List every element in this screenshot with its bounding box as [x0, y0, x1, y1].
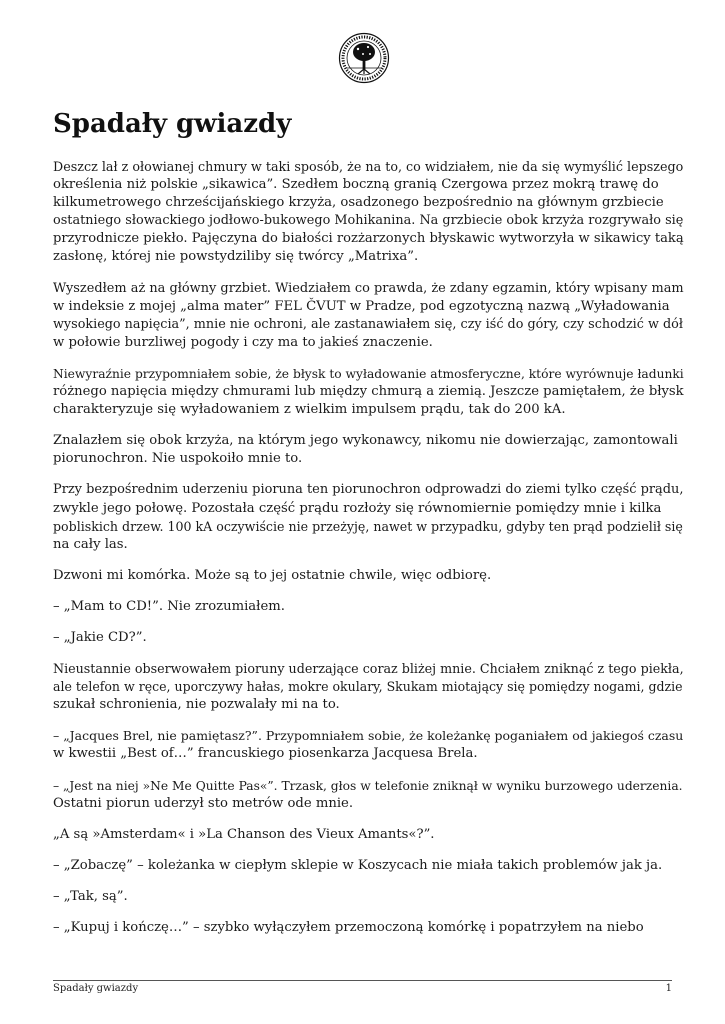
- text-line: zasłonę, której nie powstydziliby się twórcy „Matrixa”.: [53, 249, 419, 265]
- text-line: w indeksie z mojej „alma mater” FEL ČVUT w Pradze, pod egzotyczną nazwą „Wyładowania: [53, 298, 670, 314]
- text-line: Przy bezpośrednim uderzeniu pioruna ten piorunochron odprowadzi do ziemi tylko część prądu,: [53, 482, 684, 498]
- text-line: ale telefon w ręce, uporczywy hałas, mokre okulary, Skukam miotający się pomiędzy nogami, gdzie: [53, 679, 683, 695]
- text-line: Niewyraźnie przypomniałem sobie, że błysk to wyładowanie atmosferyczne, które wyrównuje ładunki: [53, 366, 684, 381]
- text-line: zwykle jego połowę. Pozostała część prądu rozłoży się równomiernie pomiędzy mnie i kilka: [53, 500, 662, 516]
- text-line: – „Zobaczę” – koleżanka w ciepłym sklepie w Koszycach nie miała takich problemów jak ja.: [53, 857, 663, 873]
- text-line: przyrodnicze piekło. Pajęczyna do białości rozżarzonych błyskawic wytworzyła w sikawicy taką: [53, 231, 684, 247]
- text-line: szukał schronienia, nie pozwalały mi na to.: [53, 697, 340, 713]
- paragraph: [53, 598, 683, 616]
- paragraph: [53, 365, 683, 419]
- text-line: „A są »Amsterdam« i »La Chanson des Vieux Amants«?”.: [53, 826, 435, 842]
- paragraph: [53, 660, 683, 714]
- page-number: 1: [665, 983, 672, 994]
- footer-title: Spadały gwiazdy: [53, 983, 139, 994]
- text-line: określenia niż polskie „sikawica”. Szedłem boczną granią Czergowa przez mokrą trawę do: [53, 177, 659, 193]
- text-line: charakteryzuje się wyładowaniem z wielkim impulsem prądu, tak do 200 kA.: [53, 402, 566, 418]
- paragraph: [53, 857, 683, 875]
- text-line: pobliskich drzew. 100 kA oczywiście nie przeżyję, nawet w przypadku, gdyby ten prąd podzielił się: [53, 518, 683, 534]
- text-line: wysokiego napięcia”, mnie nie ochroni, ale zastanawiałem się, czy iść do góry, czy schodzić w dół: [53, 316, 683, 332]
- text-line: Ostatni piorun uderzył sto metrów ode mnie.: [53, 795, 354, 811]
- text-line: piorunochron. Nie uspokoiło mnie to.: [53, 451, 303, 467]
- paragraph: [53, 158, 683, 267]
- text-line: Dzwoni mi komórka. Może są to jej ostatnie chwile, więc odbiorę.: [53, 567, 492, 583]
- paragraph: [53, 629, 683, 647]
- paragraph: [53, 777, 683, 813]
- paragraph: [53, 567, 683, 585]
- text-line: Znalazłem się obok krzyża, na którym jego wykonawcy, nikomu nie dowierzając, zamontowali: [53, 433, 678, 449]
- text-line: kilkumetrowego chrześcijańskiego krzyża, osadzonego bezpośrednio na głównym grzbiecie: [53, 195, 664, 211]
- text-line: Wyszedłem aż na główny grzbiet. Wiedziałem co prawda, że zdany egzamin, który wpisany mam: [53, 280, 684, 296]
- paragraph: [53, 432, 683, 468]
- text-line: – „Jest na niej »Ne Me Quitte Pas«”. Trzask, głos w telefonie zniknął w wyniku burzowego uderzenia.: [53, 778, 683, 793]
- text-line: – „Jacques Brel, nie pamiętasz?”. Przypomniałem sobie, że koleżankę poganiałem od jakiegoś czasu: [53, 728, 684, 744]
- paragraph: [53, 727, 683, 763]
- text-line: Deszcz lał z ołowianej chmury w taki sposób, że na to, co widziałem, nie da się wymyślić lepszego: [53, 159, 684, 174]
- text-line: – „Jakie CD?”.: [53, 629, 147, 645]
- text-line: w połowie burzliwej pogody i czy ma to jakieś znaczenie.: [53, 334, 433, 350]
- text-line: na cały las.: [53, 536, 128, 552]
- text-line: – „Kupuj i kończę…” – szybko wyłączyłem przemoczoną komórkę i popatrzyłem na niebo: [53, 920, 644, 935]
- text-line: Nieustannie obserwowałem pioruny uderzające coraz bliżej mnie. Chciałem zniknąć z tego piekła,: [53, 661, 684, 677]
- paragraph: [53, 280, 683, 352]
- paragraph: [53, 826, 683, 844]
- paragraph: [53, 888, 683, 906]
- text-line: różnego napięcia między chmurami lub między chmurą a ziemią. Jeszcze pamiętałem, że błysk: [53, 384, 684, 400]
- paragraph: [53, 919, 683, 937]
- text-line: – „Tak, są”.: [53, 888, 128, 904]
- document-title: Spadały gwiazdy: [53, 109, 292, 139]
- article-body: [53, 158, 683, 950]
- paragraph: [53, 481, 683, 553]
- text-line: – „Mam to CD!”. Nie zrozumiałem.: [53, 598, 285, 614]
- text-line: ostatniego słowackiego jodłowo-bukowego Mohikanina. Na grzbiecie obok krzyża rozgrywało się: [53, 213, 684, 229]
- footer-divider: [53, 980, 672, 981]
- text-line: w kwestii „Best of…” francuskiego piosenkarza Jacquesa Brela.: [53, 746, 478, 762]
- tree-seal-logo: [338, 32, 390, 84]
